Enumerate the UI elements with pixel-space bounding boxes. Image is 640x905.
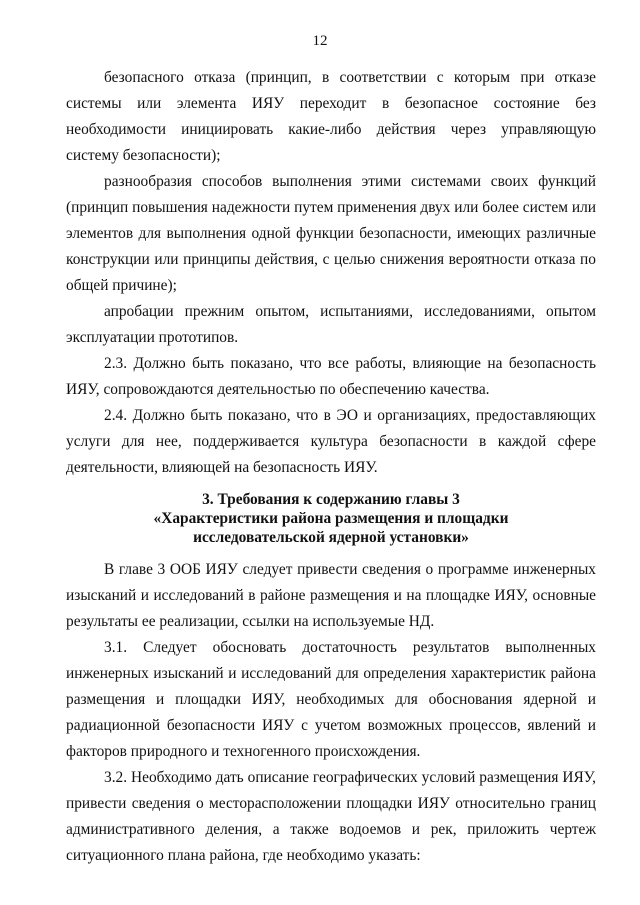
paragraph-safe-failure: безопасного отказа (принцип, в соответствии с которым при отказе системы или элемента ИЯУ переходит в безопасное состояние без необходимости инициировать какие-либо действия через управляющую систему безопасности);	[66, 69, 596, 164]
section-heading-line-3: исследовательской ядерной установки»	[193, 529, 469, 546]
section-heading-line-1: 3. Требования к содержанию главы 3	[202, 491, 460, 508]
paragraph-diversity: разнообразия способов выполнения этими системами своих функций (принцип повышения надежности путем применения двух или более систем или элементов для выполнения одной функции безопасности, имеющих различные конструкции или принципы действия, с целью снижения вероятности отказа по общей причине);	[66, 173, 596, 294]
page-number: 12	[312, 33, 328, 49]
paragraph-2-3: 2.3. Должно быть показано, что все работы, влияющие на безопасность ИЯУ, сопровождаются деятельностью по обеспечению качества.	[66, 355, 596, 398]
paragraph-2-4: 2.4. Должно быть показано, что в ЭО и организациях, предоставляющих услуги для нее, поддерживается культура безопасности в каждой сфере деятельности, влияющей на безопасность ИЯУ.	[66, 407, 596, 476]
paragraph-3-2: 3.2. Необходимо дать описание географических условий размещения ИЯУ, привести сведения о месторасположении площадки ИЯУ относительно границ административного деления, а также водоемов и рек, приложить чертеж ситуационного плана района, где необходимо указать:	[66, 769, 596, 864]
page-content	[66, 65, 596, 869]
paragraph-3-1: 3.1. Следует обосновать достаточность результатов выполненных инженерных изысканий и исследований для определения характеристик района размещения и площадки ИЯУ, необходимых для обоснования ядерной и радиационной безопасности ИЯУ с учетом возможных процессов, явлений и факторов природного и техногенного происхождения.	[66, 639, 596, 760]
section-heading-line-2: «Характеристики района размещения и площадки	[153, 510, 509, 527]
paragraph-chapter-3-intro: В главе 3 ООБ ИЯУ следует привести сведения о программе инженерных изысканий и исследований в районе размещения и на площадке ИЯУ, основные результаты ее реализации, ссылки на используемые НД.	[66, 561, 596, 630]
section-heading	[66, 490, 596, 547]
paragraph-approbation: апробации прежним опытом, испытаниями, исследованиями, опытом эксплуатации прототипов.	[66, 303, 596, 346]
